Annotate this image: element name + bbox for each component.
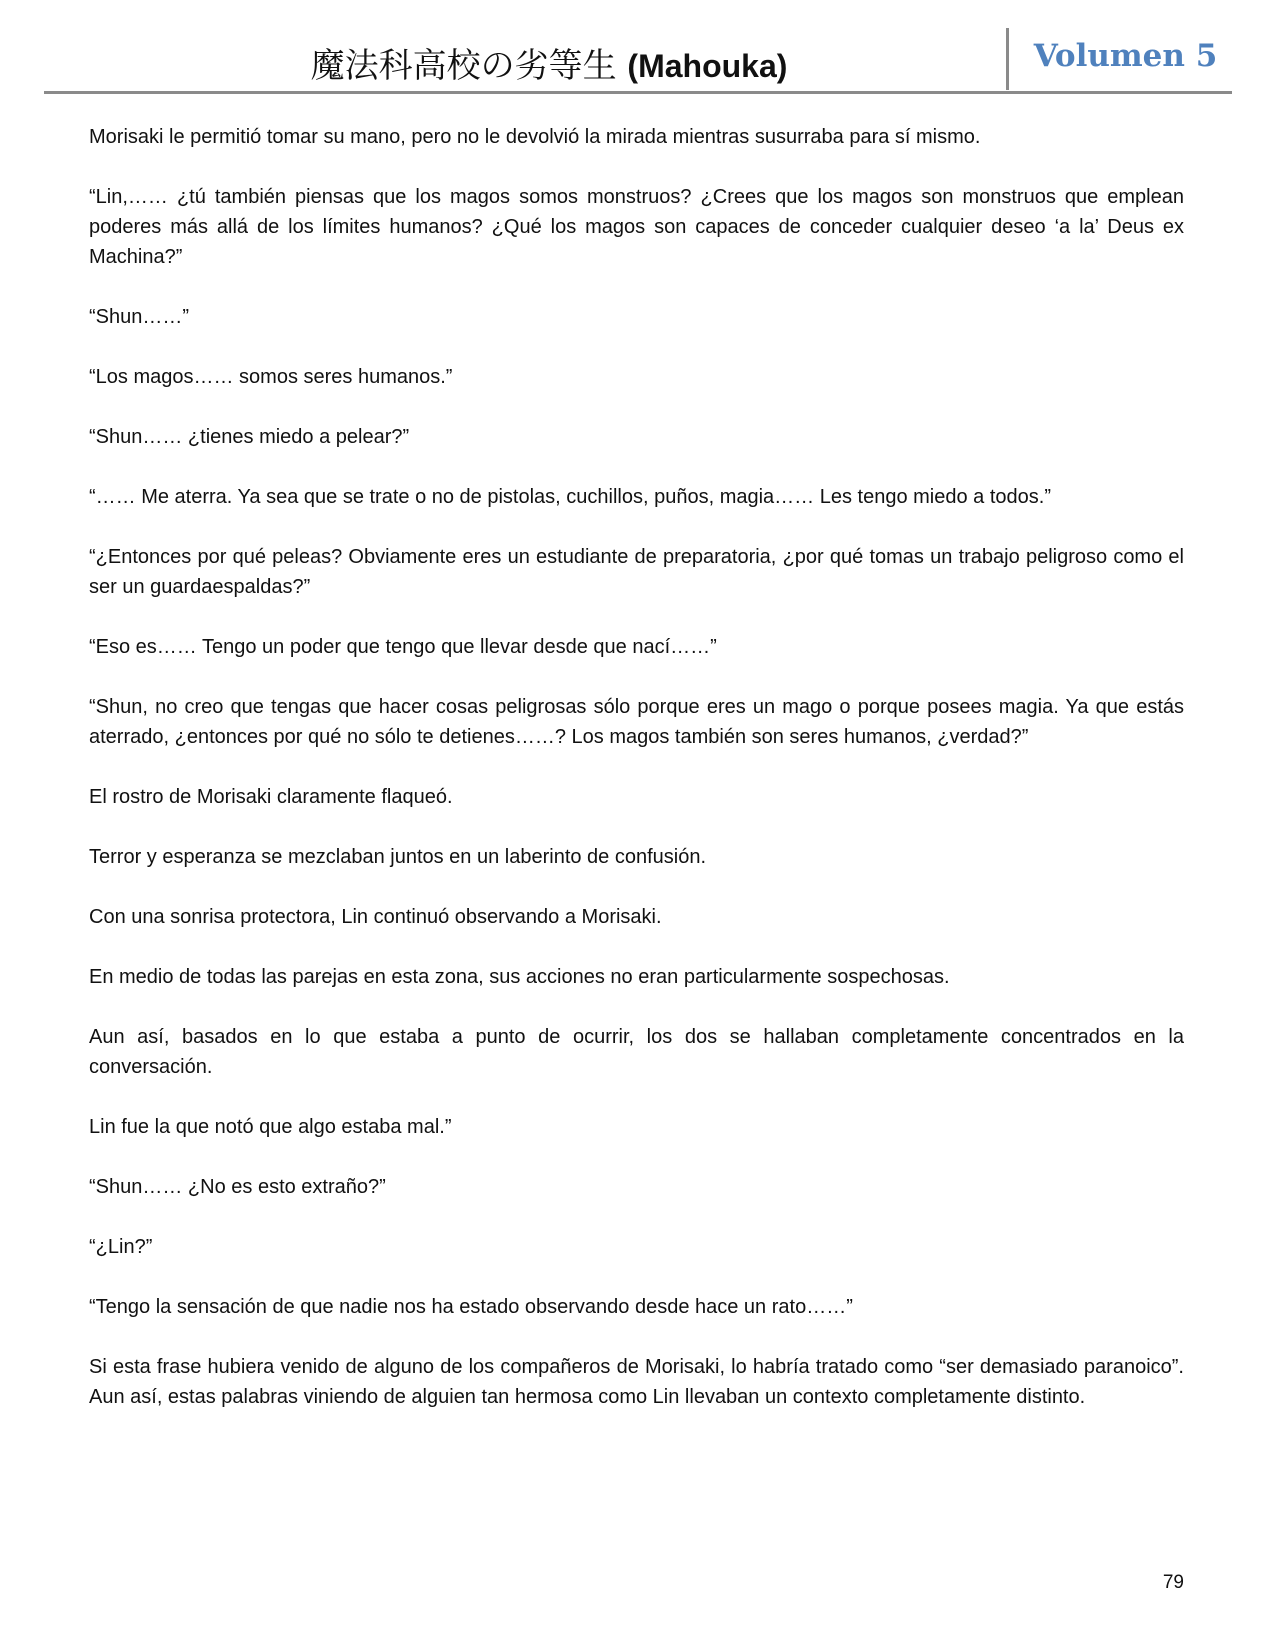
book-title-latin: (Mahouka) [627,48,788,84]
paragraph: “Los magos…… somos seres humanos.” [89,366,453,388]
header-divider [1006,28,1009,90]
paragraph: “¿Lin?” [89,1236,153,1258]
page-body [89,122,1184,1442]
paragraph: Lin fue la que notó que algo estaba mal.” [89,1116,452,1138]
book-title [44,38,1054,87]
paragraph: Aun así, basados en lo que estaba a punto de ocurrir, los dos se hallaban completamente concentrados en la conversación. [89,1026,1184,1078]
paragraph: “¿Entonces por qué peleas? Obviamente eres un estudiante de preparatoria, ¿por qué tomas un trabajo peligroso como el ser un guardaespaldas?” [89,546,1184,598]
volume-label: Volumen 5 [1033,38,1218,74]
book-title-japanese: 魔法科高校の劣等生 [310,46,617,86]
paragraph: Terror y esperanza se mezclaban juntos en un laberinto de confusión. [89,846,707,868]
paragraph: “Shun, no creo que tengas que hacer cosas peligrosas sólo porque eres un mago o porque posees magia. Ya que estás aterrado, ¿entonces por qué no sólo te detienes……? Los magos también son seres humanos, ¿verdad?” [89,696,1184,748]
paragraph: Con una sonrisa protectora, Lin continuó observando a Morisaki. [89,906,662,928]
paragraph: “Eso es…… Tengo un poder que tengo que llevar desde que nací……” [89,636,717,658]
paragraph: Si esta frase hubiera venido de alguno de los compañeros de Morisaki, lo habría tratado como “ser demasiado paranoico”. Aun así, estas palabras viniendo de alguien tan hermosa como Lin llevaban un contexto completamente distinto. [89,1356,1184,1408]
paragraph: En medio de todas las parejas en esta zona, sus acciones no eran particularmente sospechosas. [89,966,950,988]
paragraph: “Tengo la sensación de que nadie nos ha estado observando desde hace un rato……” [89,1296,853,1318]
paragraph: “Shun…… ¿tienes miedo a pelear?” [89,426,410,448]
paragraph: El rostro de Morisaki claramente flaqueó. [89,786,453,808]
paragraph: “Lin,…… ¿tú también piensas que los magos somos monstruos? ¿Crees que los magos son monstruos que emplean poderes más allá de los límites humanos? ¿Qué los magos son capaces de conceder cualquier deseo ‘a la’ Deus ex Machina?” [89,186,1184,268]
page-header [44,28,1232,92]
header-rule [44,91,1232,94]
paragraph: “…… Me aterra. Ya sea que se trate o no de pistolas, cuchillos, puños, magia…… Les tengo miedo a todos.” [89,486,1051,508]
paragraph: “Shun…… ¿No es esto extraño?” [89,1176,386,1198]
paragraph: “Shun……” [89,306,190,328]
page-number: 79 [1162,1572,1184,1593]
paragraph: Morisaki le permitió tomar su mano, pero no le devolvió la mirada mientras susurraba para sí mismo. [89,126,981,148]
